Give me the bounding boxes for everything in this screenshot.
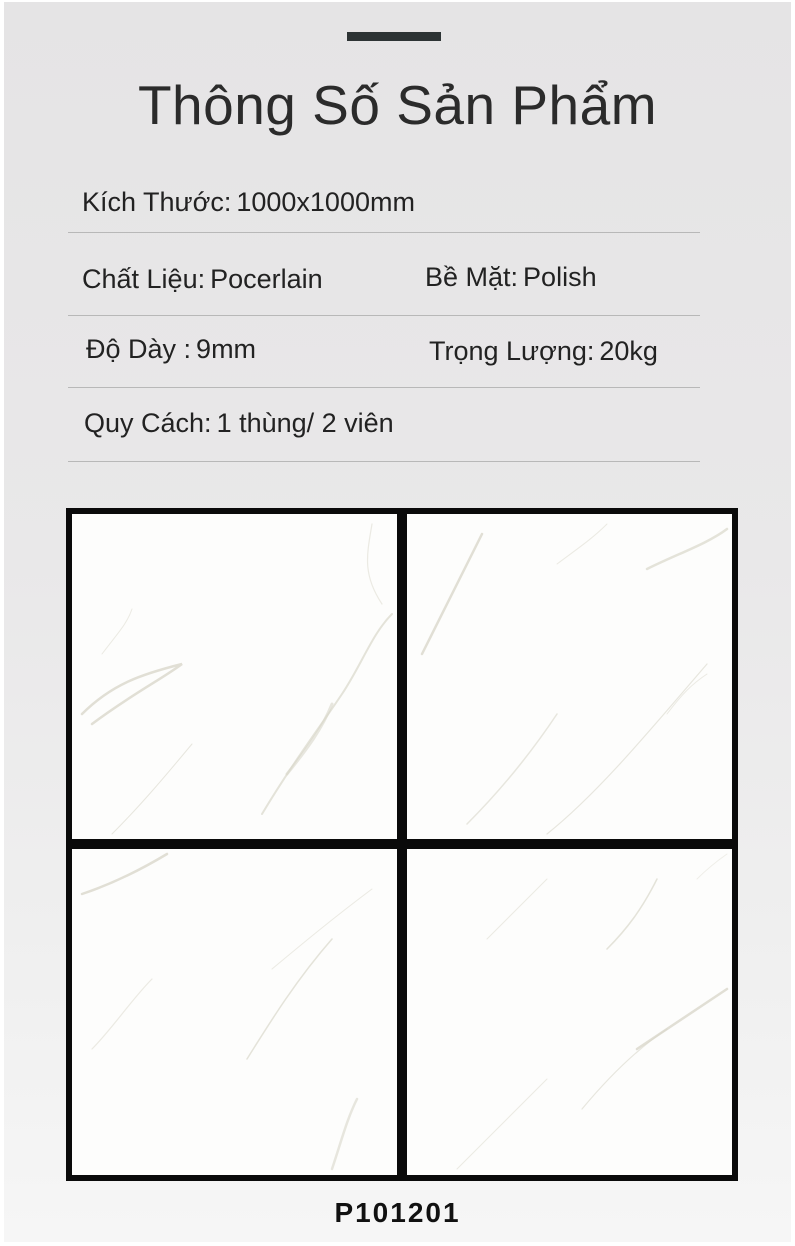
spec-material-label: Chất Liệu: — [82, 264, 206, 294]
spec-thickness-value: 9mm — [196, 334, 257, 364]
tile-layout-preview — [66, 508, 738, 1181]
spec-weight — [429, 335, 658, 367]
spec-surface — [425, 261, 597, 293]
spec-size-label: Kích Thước: — [82, 187, 232, 217]
spec-thickness — [86, 333, 256, 365]
tile-top-right — [407, 514, 732, 839]
spec-material-value: Pocerlain — [210, 264, 323, 294]
spec-packing — [84, 407, 394, 439]
spec-material — [82, 263, 323, 295]
marble-vein-pattern — [407, 849, 732, 1175]
spec-weight-value: 20kg — [599, 336, 658, 366]
decorative-top-bar — [347, 32, 441, 41]
spec-row-packing — [68, 388, 700, 462]
product-spec-card — [4, 2, 791, 1242]
spec-packing-label: Quy Cách: — [84, 408, 212, 438]
marble-vein-pattern — [407, 514, 732, 839]
spec-size — [82, 186, 415, 218]
product-code: P101201 — [334, 1197, 461, 1228]
spec-thickness-label: Độ Dày : — [86, 334, 192, 364]
tile-bottom-left — [72, 849, 397, 1175]
marble-vein-pattern — [72, 849, 397, 1175]
spec-weight-label: Trọng Lượng: — [429, 336, 595, 366]
spec-surface-label: Bề Mặt: — [425, 262, 519, 292]
tile-bottom-right — [407, 849, 732, 1175]
page-title: Thông Số Sản Phẩm — [137, 74, 658, 136]
spec-packing-value: 1 thùng/ 2 viên — [216, 408, 394, 438]
spec-row-size — [68, 182, 700, 233]
tile-top-left — [72, 514, 397, 839]
spec-size-value: 1000x1000mm — [236, 187, 415, 217]
spec-row-thickness-weight — [68, 316, 700, 388]
marble-vein-pattern — [72, 514, 397, 839]
spec-row-material-surface — [68, 233, 700, 316]
spec-surface-value: Polish — [523, 262, 597, 292]
